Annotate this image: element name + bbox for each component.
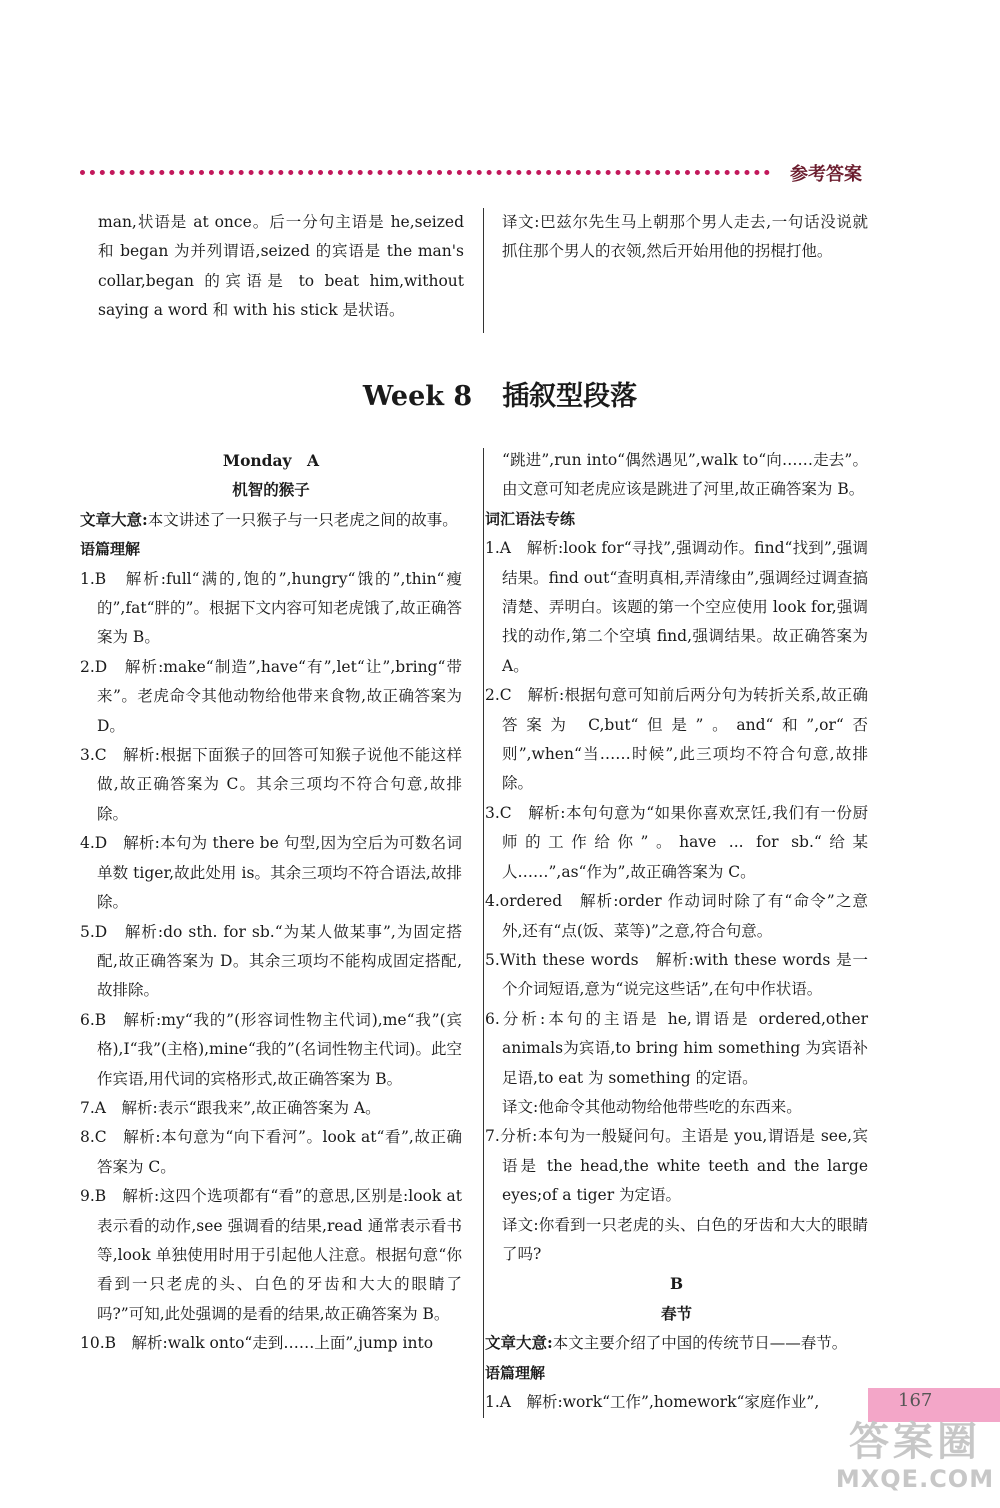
header-label: 参考答案: [790, 164, 862, 185]
top-right-paragraph: 译文:巴兹尔先生马上朝那个男人走去,一句话没说就抓住那个男人的衣领,然后开始用他的拐棍打他。: [502, 213, 868, 261]
watermark-text: 答案圈: [849, 1419, 981, 1465]
passage-title: 机智的猴子: [232, 480, 310, 500]
answer-item: 10.B 解析:walk onto“走到……上面”,jump into: [80, 1334, 434, 1353]
top-right-column: [502, 208, 868, 267]
answer-item: 3.C 解析:本句句意为“如果你喜欢烹饪,我们有一份厨师的工作给你”。have ... for sb.“给某人……”,as“作为”,故正确答案为 C。: [485, 803, 868, 881]
summary-label: 文章大意:: [485, 1333, 553, 1353]
summary: [485, 1328, 868, 1358]
week-topic: 插叙型段落: [502, 381, 638, 412]
top-left-column: [98, 208, 464, 326]
translation: 译文:你看到一只老虎的头、白色的牙齿和大大的眼睛了吗?: [502, 1215, 868, 1263]
answer-item: 4.D 解析:本句为 there be 句型,因为空后为可数名词单数 tiger,故此处用 is。其余三项均不符合语法,故排除。: [80, 834, 462, 912]
header-dotted-rule: [80, 170, 770, 175]
right-column: [485, 446, 868, 1417]
day-heading: Monday A: [222, 451, 320, 470]
column-divider-top: [483, 208, 484, 333]
watermark-domain: MXQE.COM: [835, 1465, 995, 1493]
top-left-paragraph: man,状语是 at once。后一分句主语是 he,seized 和 began 为并列谓语,seized 的宾语是 the man's collar,began 的宾语是 to beat him,without saying a word 和 with his stick 是状语。: [98, 213, 464, 320]
answer-item: 6.B 解析:my“我的”(形容词性物主代词),me“我”(宾格),I“我”(主格),mine“我的”(名词性物主代词)。此空作宾语,用代词的宾格形式,故正确答案为 B。: [80, 1010, 462, 1088]
answer-item: 5.With these words 解析:with these words 是一个介词短语,意为“说完这些话”,在句中作状语。: [485, 950, 868, 999]
answer-item: 1.A 解析:work“工作”,homework“家庭作业”,: [485, 1393, 820, 1411]
answer-item: 1.B 解析:full“满的,饱的”,hungry“饿的”,thin“瘦的”,fat“胖的”。根据下文内容可知老虎饿了,故正确答案为 B。: [80, 569, 462, 647]
column-divider-main: [483, 448, 484, 1418]
summary-label: 文章大意:: [80, 509, 148, 529]
answer-item: 3.C 解析:根据下面猴子的回答可知猴子说他不能这样做,故正确答案为 C。其余三项均不符合句意,故排除。: [80, 746, 462, 823]
passage-title: 春节: [660, 1303, 692, 1323]
continued-text: “跳进”,run into“偶然遇见”,walk to“向……走去”。由文意可知老虎应该是跳进了河里,故正确答案为 B。: [502, 451, 868, 499]
page-number-badge: [868, 1388, 1000, 1422]
answer-item: 2.C 解析:根据句意可知前后两分句为转折关系,故正确答案为 C,but“但是”。and“和”,or“否则”,when“当……时候”,此三项均不符合句意,故排除。: [485, 686, 868, 793]
answer-item: 8.C 解析:本句意为“向下看河”。look at“看”,故正确答案为 C。: [80, 1128, 462, 1176]
answer-item: 7.分析:本句为一般疑问句。主语是 you,谓语是 see,宾语是 the head,the white teeth and the large eyes;of a tiger 为定语。: [485, 1127, 868, 1205]
summary-text: 本文主要介绍了中国的传统节日——春节。: [552, 1334, 848, 1353]
answer-item: 4.ordered 解析:order 作动词时除了有“命令”之意外,还有“点(饭、菜等)”之意,符合句意。: [485, 892, 868, 940]
answer-item: 2.D 解析:make“制造”,have“有”,let“让”,bring“带来”。老虎命令其他动物给他带来食物,故正确答案为 D。: [80, 657, 462, 735]
summary-text: 本文讲述了一只猴子与一只老虎之间的故事。: [147, 510, 458, 529]
section-heading: 语篇理解: [485, 1363, 546, 1382]
section-heading: 词汇语法专练: [485, 509, 576, 528]
week-title: [0, 374, 1000, 413]
page-number: 167: [898, 1390, 933, 1411]
week-number: Week 8: [362, 381, 473, 412]
answer-item: 5.D 解析:do sth. for sb.“为某人做某事”,为固定搭配,故正确答案为 D。其余三项均不能构成固定搭配,故排除。: [80, 922, 462, 1000]
answer-item: 6.分析:本句的主语是 he,谓语是 ordered,other animals为宾语,to bring him something 为宾语补足语,to eat 为 something 的定语。: [485, 1009, 868, 1087]
left-column: [80, 446, 462, 1359]
summary: [80, 505, 462, 535]
answer-item: 1.A 解析:look for“寻找”,强调动作。find“找到”,强调结果。find out“查明真相,弄清缘由”,强调经过调查搞清楚、弄明白。该题的第一个空应使用 look for,强调找的动作,第二个空填 find,强调结果。故正确答案为 A。: [485, 539, 868, 675]
answer-item: 9.B 解析:这四个选项都有“看”的意思,区别是:look at 表示看的动作,see 强调看的结果,read 通常表示看书等,look 单独使用时用于引起他人注意。根据句意“你看到一只老虎的头、白色的牙齿和大大的眼睛了吗?”可知,此处强调的是看的结果,故正确答案为 B。: [80, 1187, 462, 1323]
section-heading: 语篇理解: [80, 540, 141, 559]
watermark-logo: [830, 1420, 1000, 1494]
answer-item: 7.A 解析:表示“跟我来”,故正确答案为 A。: [80, 1098, 381, 1117]
translation: 译文:他命令其他动物给他带些吃的东西来。: [502, 1097, 802, 1116]
part-heading: B: [669, 1274, 684, 1294]
